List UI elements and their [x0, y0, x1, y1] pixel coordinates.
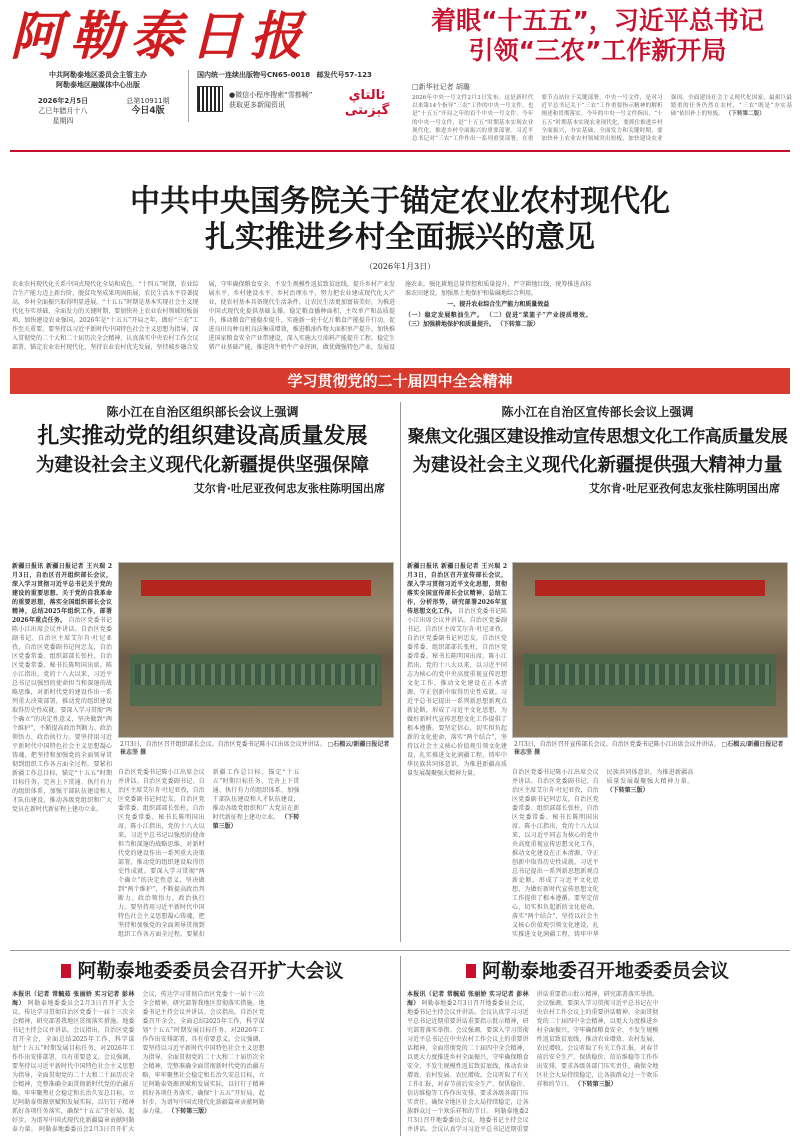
publication-codes — [189, 70, 400, 80]
qr-code-icon[interactable] — [197, 86, 223, 112]
main-story-continued: （下转第二版） — [496, 321, 539, 328]
issue-date: 2026年2月5日 — [37, 97, 89, 105]
bottom-right-title[interactable] — [405, 956, 790, 986]
bottom-left-title-text: 阿勒泰地委委员会召开扩大会议 — [77, 960, 344, 982]
right-article-col-1 — [407, 562, 507, 844]
top-headline-line-1: 着眼“十五五”，习近平总书记 — [431, 6, 764, 35]
left-article-col-1 — [12, 562, 112, 844]
photo-stage-banner — [535, 580, 765, 596]
right-article-photo[interactable] — [512, 562, 788, 738]
weekday: 星期四 — [52, 117, 74, 125]
main-story-title-1: 中共中央国务院关于锚定农业农村现代化 — [130, 184, 670, 219]
left-article-text-1: 自治区党委书记陈小江出席会议并讲话。自治区党委副书记、自治区主席艾尔肯·吐尼亚孜，自治区党委副书记何忠友，自治区党委常委、组织部部长张柱，自治区党委常委、秘书长陈明国出席。陈小江指出，党的十八大以来，习近平总书记以强烈的使命担当和深邃的战略思维，对新时代党的建设作出一系列重大决策部署，推动党的组织建设取得历史性成就。要深入学习贯彻“两个确立”的决定性意义，坚决做到“两个维护”，不断提高政治判断力、政治领悟力、政治执行力。要坚持用习近平新时代中国特色社会主义思想凝心铸魂，把坚持和加强党的全面领导贯彻到组织工作各方面全过程。要紧扣新疆工作总目标，锚定“十五五”时期目标任务，完善上下贯通、执行有力的组织体系，加强干部队伍建设和人才队伍建设，推动各级党组织和广大党员在新时代新征程上建功立业。 — [12, 617, 112, 813]
left-photo-credit: □石榴云/新疆日报记者 崔志坚 摄 — [120, 741, 390, 756]
left-article-attendees: 艾尔肯·吐尼亚孜何忠友张柱陈明国出席 — [193, 482, 385, 495]
top-headline[interactable] — [400, 6, 795, 68]
left-article-title-1: 扎实推动党的组织建设高质量发展 — [37, 424, 368, 449]
bottom-left-byline: 本报讯（记者 常毓茹 张丽娇 实习记者 彭林海） — [12, 991, 135, 1007]
main-story-body — [12, 280, 788, 360]
bottom-left-continued: （下转第三版） — [168, 1108, 211, 1115]
lunar-date: 乙巳年腊月十八 — [38, 107, 88, 115]
right-article-continued: （下转第三版） — [606, 787, 649, 794]
top-story-source: □新华社记者 胡璐 — [412, 83, 470, 91]
right-photo-caption — [514, 741, 788, 757]
top-headline-line-2: 引领“三农”工作新开局 — [468, 36, 727, 65]
right-article-dateline: 新疆日报讯 新疆日报记者 王兴瑞 2月3日，自治区召开宣传部长会议，深入学习贯彻习近平文化思想，贯彻落实全国宣传部长会议精神，总结工作，分析形势，研究部署2026年宣传思想文化工作。 — [407, 563, 507, 615]
top-story-text — [412, 94, 792, 150]
bottom-left-text: 阿勒泰地委委员会2月3日召开扩大会议，传达学习贯彻自治区党委十一届十三次全会精神，研究部署我地区贯彻落实措施。地委书记主持会议并讲话。会议指出，自治区党委召开全会，全面总结2025年工作，科学谋划“十五五”时期发展目标任务，对2026年工作作出安排部署，具有重要意义。会议强调，要坚持以习近平新时代中国特色社会主义思想为指导，全面贯彻党的二十大和二十届历次全会精神，完整准确全面贯彻新时代党的治疆方略，牢牢聚焦社会稳定和长治久安总目标，立足阿勒泰资源禀赋和发展实际，以钉钉子精神抓好各项任务落实，确保“十五五”开好局、起好步，为谱写中国式现代化新疆篇章贡献阿勒泰力量。 — [12, 1000, 135, 1133]
right-article-text-2: 自治区党委书记陈小江出席会议并讲话。自治区党委副书记、自治区主席艾尔肯·吐尼亚孜，自治区党委副书记何忠友，自治区党委常委、组织部部长张柱，自治区党委常委、秘书长陈明国出席。陈小江指出，党的十八大以来，以习近平同志为核心的党中央高度重视宣传思想文化工作，推动文化建设在正本清源、守正创新中取得历史性成就。习近平总书记提出一系列新思想新观点新论断，形成了习近平文化思想，为做好新时代宣传思想文化工作提供了根本遵循。要坚定信心，切实担负起新的文化使命，落实“两个结合”，坚持以社会主义核心价值观引领文化建设，扎实推进文化润疆工程，铸牢中华民族共同体意识，为推进新疆高质量发展凝聚强大精神力量。 — [512, 769, 694, 938]
issue-block — [112, 96, 184, 116]
right-article-text-1: 自治区党委书记陈小江出席会议并讲话。自治区党委副书记、自治区主席艾尔肯·吐尼亚孜，自治区党委副书记何忠友，自治区党委常委、组织部部长张柱，自治区党委常委、秘书长陈明国出席。陈小江指出，党的十八大以来，以习近平同志为核心的党中央高度重视宣传思想文化工作，推动文化建设在正本清源、守正创新中取得历史性成就。习近平总书记提出一系列新思想新观点新论断，形成了习近平文化思想，为做好新时代宣传思想文化工作提供了根本遵循。要坚定信心，切实担负起新的文化使命，落实“两个结合”，坚持以社会主义核心价值观引领文化建设，扎实推进文化润疆工程，铸牢中华民族共同体意识，为推进新疆高质量发展凝聚强大精神力量。 — [407, 608, 507, 777]
left-article-dateline: 新疆日报讯 新疆日报记者 王兴瑞 2月3日，自治区召开组织部长会议，深入学习贯彻习近平总书记关于党的建设的重要思想、关于党的自我革命的重要思想，落实全国组织部长会议精神，总结2025年组织工作，部署2026年重点任务。 — [12, 563, 112, 624]
left-article-continued: （下转第三版） — [212, 814, 300, 830]
right-article-title-2: 为建设社会主义现代化新疆提供强大精神力量 — [412, 455, 783, 476]
right-photo-caption-text: 2月3日，自治区召开宣传部长会议。自治区党委书记陈小江出席会议并讲话。 — [514, 741, 720, 748]
bottom-column-divider — [400, 956, 401, 1136]
top-story — [412, 82, 792, 146]
bottom-right-body — [407, 990, 788, 1136]
main-story-headline[interactable] — [10, 184, 790, 256]
publisher-org-2: 阿勒泰地区融媒体中心出版 — [56, 81, 140, 89]
bottom-right-title-text: 阿勒泰地委召开地委委员会议 — [481, 960, 729, 982]
date-block — [18, 96, 108, 126]
right-article-title-1: 聚焦文化强区建设推动宣传思想文化工作高质量发展 — [407, 427, 788, 447]
main-story-title-2: 扎实推进乡村全面振兴的意见 — [205, 220, 595, 255]
masthead-info-panel — [188, 70, 400, 122]
cn-code: 国内统一连续出版物号CN65-0018 — [197, 71, 311, 79]
top-story-continued: （下转第二版） — [725, 111, 765, 118]
left-article-title-2: 为建设社会主义现代化新疆提供坚强保障 — [35, 455, 369, 476]
right-photo-credit: □石榴云/新疆日报记者 崔志坚 摄 — [514, 741, 784, 756]
section-banner: 学习贯彻党的二十届四中全会精神 — [10, 368, 790, 394]
left-article-text-2: 自治区党委书记陈小江出席会议并讲话。自治区党委副书记、自治区主席艾尔肯·吐尼亚孜，自治区党委副书记何忠友，自治区党委常委、组织部部长张柱，自治区党委常委、秘书长陈明国出席。陈小江指出，党的十八大以来，习近平总书记以强烈的使命担当和深邃的战略思维，对新时代党的建设作出一系列重大决策部署，推动党的组织建设取得历史性成就。要深入学习贯彻“两个确立”的决定性意义，坚决做到“两个维护”，不断提高政治判断力、政治领悟力、政治执行力。要坚持用习近平新时代中国特色社会主义思想凝心铸魂，把坚持和加强党的全面领导贯彻到组织工作各方面全过程。要紧扣新疆工作总目标，锚定“十五五”时期目标任务，完善上下贯通、执行有力的组织体系，加强干部队伍建设和人才队伍建设，推动各级党组织和广大党员在新时代新征程上建功立业。 — [118, 769, 300, 938]
left-article-kicker: 陈小江在自治区组织部长会议上强调 — [106, 405, 299, 419]
left-photo-caption-text: 2月3日，自治区召开组织部长会议。自治区党委书记陈小江出席会议并讲话。 — [120, 741, 326, 748]
main-story-text: 农业农村现代化关系中国式现代化全局和成色。“十四五”时期，农业综合生产能力迈上新台阶，脱贫攻坚成果巩固拓展，农民生活水平显著提高，乡村全面振兴取得明显进展。“十五五”时期是基本实现社会主义现代化夯实基础、全面发力的关键时期，要加快补上农业农村领域短板弱项，加快建设农业强国。2026年是“十五五”开局之年，做好“三农”工作至关重要。要坚持以习近平新时代中国特色社会主义思想为指导，深入贯彻党的二十大和二十届历次全会精神，认真落实中央农村工作会议部署，锚定农业农村现代化，坚持农业农村优先发展，坚持城乡融合发展，守牢确保粮食安全、不发生规模性返贫致贫底线，提升乡村产业发展水平、乡村建设水平、乡村治理水平，努力把农业建成现代化大产业，使农村基本具备现代生活条件，让农民生活更加富裕美好，为推进中国式现代化提供基础支撑。稳定粮食播种面积，主攻单产和品质提升，推动粮食产能稳步提升，实施新一轮千亿斤粮食产能提升行动，促进良田良种良机良法集成增效，推进粮油作物大面积单产提升。加快推进国家粮食安全产业带建设，深入实施大豆油料产能提升工程。稳定生猪产业基础产能，推进肉牛奶牛产业纾困，做优做强特色产业，发展设施农业。强化耕地总量管控和质量提升，严守耕地红线，统筹推进高标准农田建设，加强黑土地保护和盐碱地综合利用。 — [12, 281, 592, 351]
post-code: 邮发代号57-123 — [316, 71, 372, 79]
bottom-right-text-cont: 阿勒泰地委2月3日召开地委委员会议，地委书记主持会议并讲话。会议认真学习习近平总书记近期重要讲话重要指示批示精神，研究部署落实举措。会议强调，要深入学习贯彻习近平总书记在中央农村工作会议上的重要讲话精神，全面贯彻党的二十届四中全会精神，以更大力度推进乡村全面振兴，守牢确保粮食安全、不发生规模性返贫致贫底线，推动农业增效、农村发展、农民增收。会议听取了有关工作汇报，对春节前后安全生产、保供稳价、信访维稳等工作作出安排，要求各级各部门压实责任，确保全地区社会大局持续稳定，让各族群众过一个欢乐祥和的节日。 — [407, 991, 659, 1133]
bottom-divider — [10, 950, 790, 951]
left-article-photo[interactable] — [118, 562, 394, 738]
masthead-divider — [10, 150, 790, 152]
right-article-attendees: 艾尔肯·吐尼亚孜何忠友张柱陈明国出席 — [588, 482, 780, 495]
bottom-left-body — [12, 990, 395, 1136]
top-story-body: 2026年中央一号文件2月3日发布。这是新时代以来第14个指导“三农”工作的中央一号文件，也是“十五五”开局之年的首个中央一号文件。今年的中央一号文件，是“十五五”时期基本实现农业现代化、推进乡村全面振兴的重要部署。习近平总书记对“三农”工作作出一系列重要部署，在重要节点站位于关键部署。中央一号文件，是对习近平总书记关于“三农”工作重要指示精神的解析阐述和贯彻落实。今年的中央一号文件指出，“十五五”时期基本实现农业现代化，要抓住推进乡村全面振兴，夯实基础，全面发力和关键时期，要加快补上农业农村领域突出短板，加快建设农业强国。全面建设社会主义现代化国家，最艰巨最繁重的任务仍然在农村，“三农”既是“夯实基础”依旧补上的短板。 — [412, 95, 792, 143]
main-story-date: （2026年1月3日） — [364, 262, 436, 271]
photo-desks — [524, 654, 776, 706]
column-divider — [400, 402, 401, 942]
main-story-sub-3: （三）加强耕地保护和质量提升。 — [405, 321, 496, 328]
bottom-right-byline: 本报讯（记者 常毓茹 张丽娇 实习记者 彭林海） — [407, 991, 529, 1007]
bottom-right-continued: （下转第三版） — [574, 1081, 617, 1088]
bottom-left-text-cont: 阿勒泰地委委员会2月3日召开扩大会议，传达学习贯彻自治区党委十一届十三次全会精神，研究部署我地区贯彻落实措施。地委书记主持会议并讲话。会议指出，自治区党委召开全会，全面总结2025年工作，科学谋划“十五五”时期发展目标任务，对2026年工作作出安排部署，具有重要意义。会议强调，要坚持以习近平新时代中国特色社会主义思想为指导，全面贯彻党的二十大和二十届历次全会精神，完整准确全面贯彻新时代党的治疆方略，牢牢聚焦社会稳定和长治久安总目标，立足阿勒泰资源禀赋和发展实际，以钉钉子精神抓好各项任务落实，确保“十五五”开好局、起好步，为谱写中国式现代化新疆篇章贡献阿勒泰力量。 — [39, 991, 265, 1133]
photo-stage-banner — [141, 580, 371, 596]
main-story-sub-2: （二）促进“菜篮子”产业提质增效。 — [485, 312, 592, 319]
uyghur-title: ئالتاي گېزىتى — [344, 88, 390, 118]
app-promo-line-1: ●微信小程序搜索“雪都畅” — [229, 91, 313, 99]
section-mark-icon — [61, 964, 71, 978]
section-mark-icon — [466, 964, 476, 978]
left-photo-caption — [120, 741, 394, 757]
main-story-sub-1: （一）稳定发展粮油生产。 — [405, 312, 484, 319]
right-article-header[interactable] — [405, 402, 790, 560]
left-article-header[interactable] — [10, 402, 395, 560]
left-article-body — [118, 768, 394, 946]
right-article-body — [512, 768, 788, 946]
publisher-info — [18, 70, 178, 90]
newspaper-title-logo: 阿勒泰日报 — [10, 7, 311, 67]
app-promo-line-2: 获取更多新闻资讯 — [229, 101, 285, 109]
bottom-left-title[interactable] — [10, 956, 395, 986]
bottom-right-text: 阿勒泰地委2月3日召开地委委员会议，地委书记主持会议并讲话。会议认真学习习近平总书记近期重要讲话重要指示批示精神，研究部署落实举措。会议强调，要深入学习贯彻习近平总书记在中央农村工作会议上的重要讲话精神，全面贯彻党的二十届四中全会精神，以更大力度推进乡村全面振兴，守牢确保粮食安全、不发生规模性返贫致贫底线，推动农业增效、农村发展、农民增收。会议听取了有关工作汇报，对春节前后安全生产、保供稳价、信访维稳等工作作出安排，要求各级各部门压实责任，确保全地区社会大局持续稳定，让各族群众过一个欢乐祥和的节日。 — [407, 1000, 529, 1115]
main-story-section-1: 一、提升农业综合生产能力和质量效益 — [447, 301, 550, 308]
publisher-org-1: 中共阿勒泰地区委员会主管主办 — [49, 71, 147, 79]
app-promo[interactable] — [229, 90, 329, 110]
issue-pages: 今日4版 — [131, 106, 165, 116]
right-article-kicker: 陈小江在自治区宣传部长会议上强调 — [501, 405, 694, 419]
issue-total: 总第10911期 — [126, 97, 170, 105]
photo-desks — [130, 654, 382, 706]
